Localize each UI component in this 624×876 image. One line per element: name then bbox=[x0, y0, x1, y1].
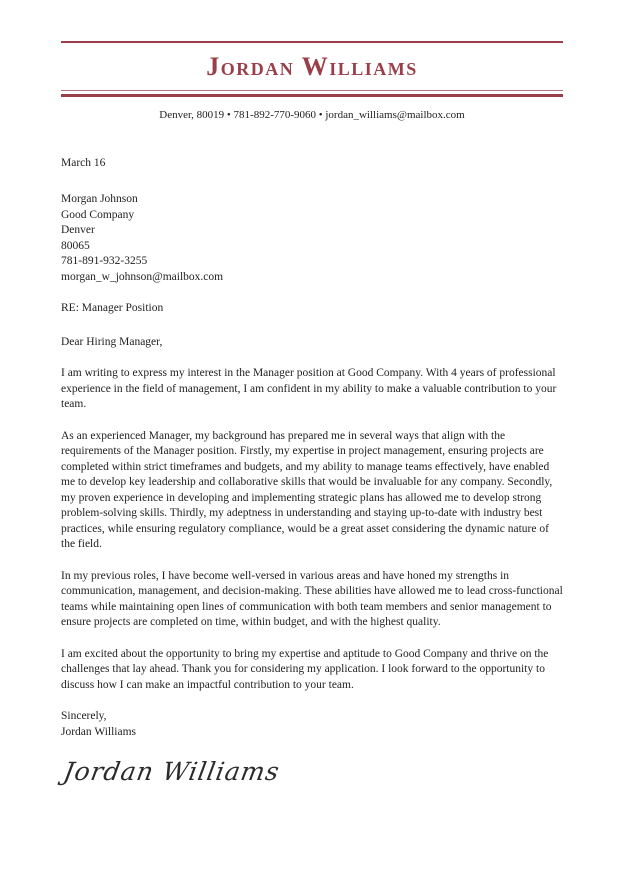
subject-line: RE: Manager Position bbox=[61, 302, 164, 314]
contact-line: Denver, 80019 • 781-892-770-9060 • jordan_williams@mailbox.com bbox=[159, 109, 465, 121]
recipient-block bbox=[61, 192, 563, 285]
recipient-city: Denver bbox=[61, 224, 95, 236]
signature-script: Jordan Williams bbox=[61, 757, 283, 786]
recipient-email: morgan_w_johnson@mailbox.com bbox=[61, 270, 224, 283]
letterhead-top-rule bbox=[61, 41, 563, 43]
recipient-company: Good Company bbox=[61, 208, 135, 221]
salutation: Dear Hiring Manager, bbox=[61, 335, 163, 348]
sender-name: Jordan Williams bbox=[61, 725, 137, 738]
letterhead-name: Jordan Williams bbox=[206, 52, 418, 81]
letterhead-divider-thin bbox=[61, 90, 563, 91]
date-line: March 16 bbox=[61, 156, 106, 169]
recipient-name: Morgan Johnson bbox=[61, 193, 138, 205]
letterhead bbox=[61, 41, 563, 124]
body-paragraph-qualifications: As an experienced Manager, my background has prepared me in several ways that align with the requirements of the Manager position. Firstly, my expertise in project management, ensuring projects are completed within strict timeframes and budgets, and my ability to manage teams effectively, have enabled me to develop key leadership and collaborative skills that would be invaluable for any company. Secondly, my proven experience in developing and implementing strategic plans has allowed me to develop strong problem-solving skills. Thirdly, my adeptness in understanding and staying up-to-date with industry best practices, while ensuring regulatory compliance, would be a great asset considering the dynamic nature of the field. bbox=[61, 429, 553, 550]
letterhead-divider-thick bbox=[61, 94, 563, 97]
letter-body bbox=[61, 156, 563, 789]
recipient-zip: 80065 bbox=[61, 239, 90, 252]
recipient-phone: 781-891-932-3255 bbox=[61, 255, 148, 267]
body-paragraph-experience: In my previous roles, I have become well-versed in various areas and have honed my strengths in communication, management, and decision-making. These abilities have allowed me to lead cross-functional teams while maintaining open lines of communication with both team members and senior management to ensure projects are completed on time, within budget, and with the highest quality. bbox=[61, 569, 563, 628]
body-paragraph-closing: I am excited about the opportunity to bring my expertise and aptitude to Good Company and thrive on the challenges that lay ahead. Thank you for considering my application. I look forward to the opportunity to discuss how I can make an impactful contribution to your team. bbox=[61, 647, 549, 691]
closing-salutation: Sincerely, bbox=[61, 710, 107, 722]
closing-block bbox=[61, 709, 563, 740]
body-paragraph-intro: I am writing to express my interest in the Manager position at Good Company. With 4 years of professional experience in the field of management, I am confident in my ability to make a valuable contribution to your team. bbox=[61, 367, 557, 410]
